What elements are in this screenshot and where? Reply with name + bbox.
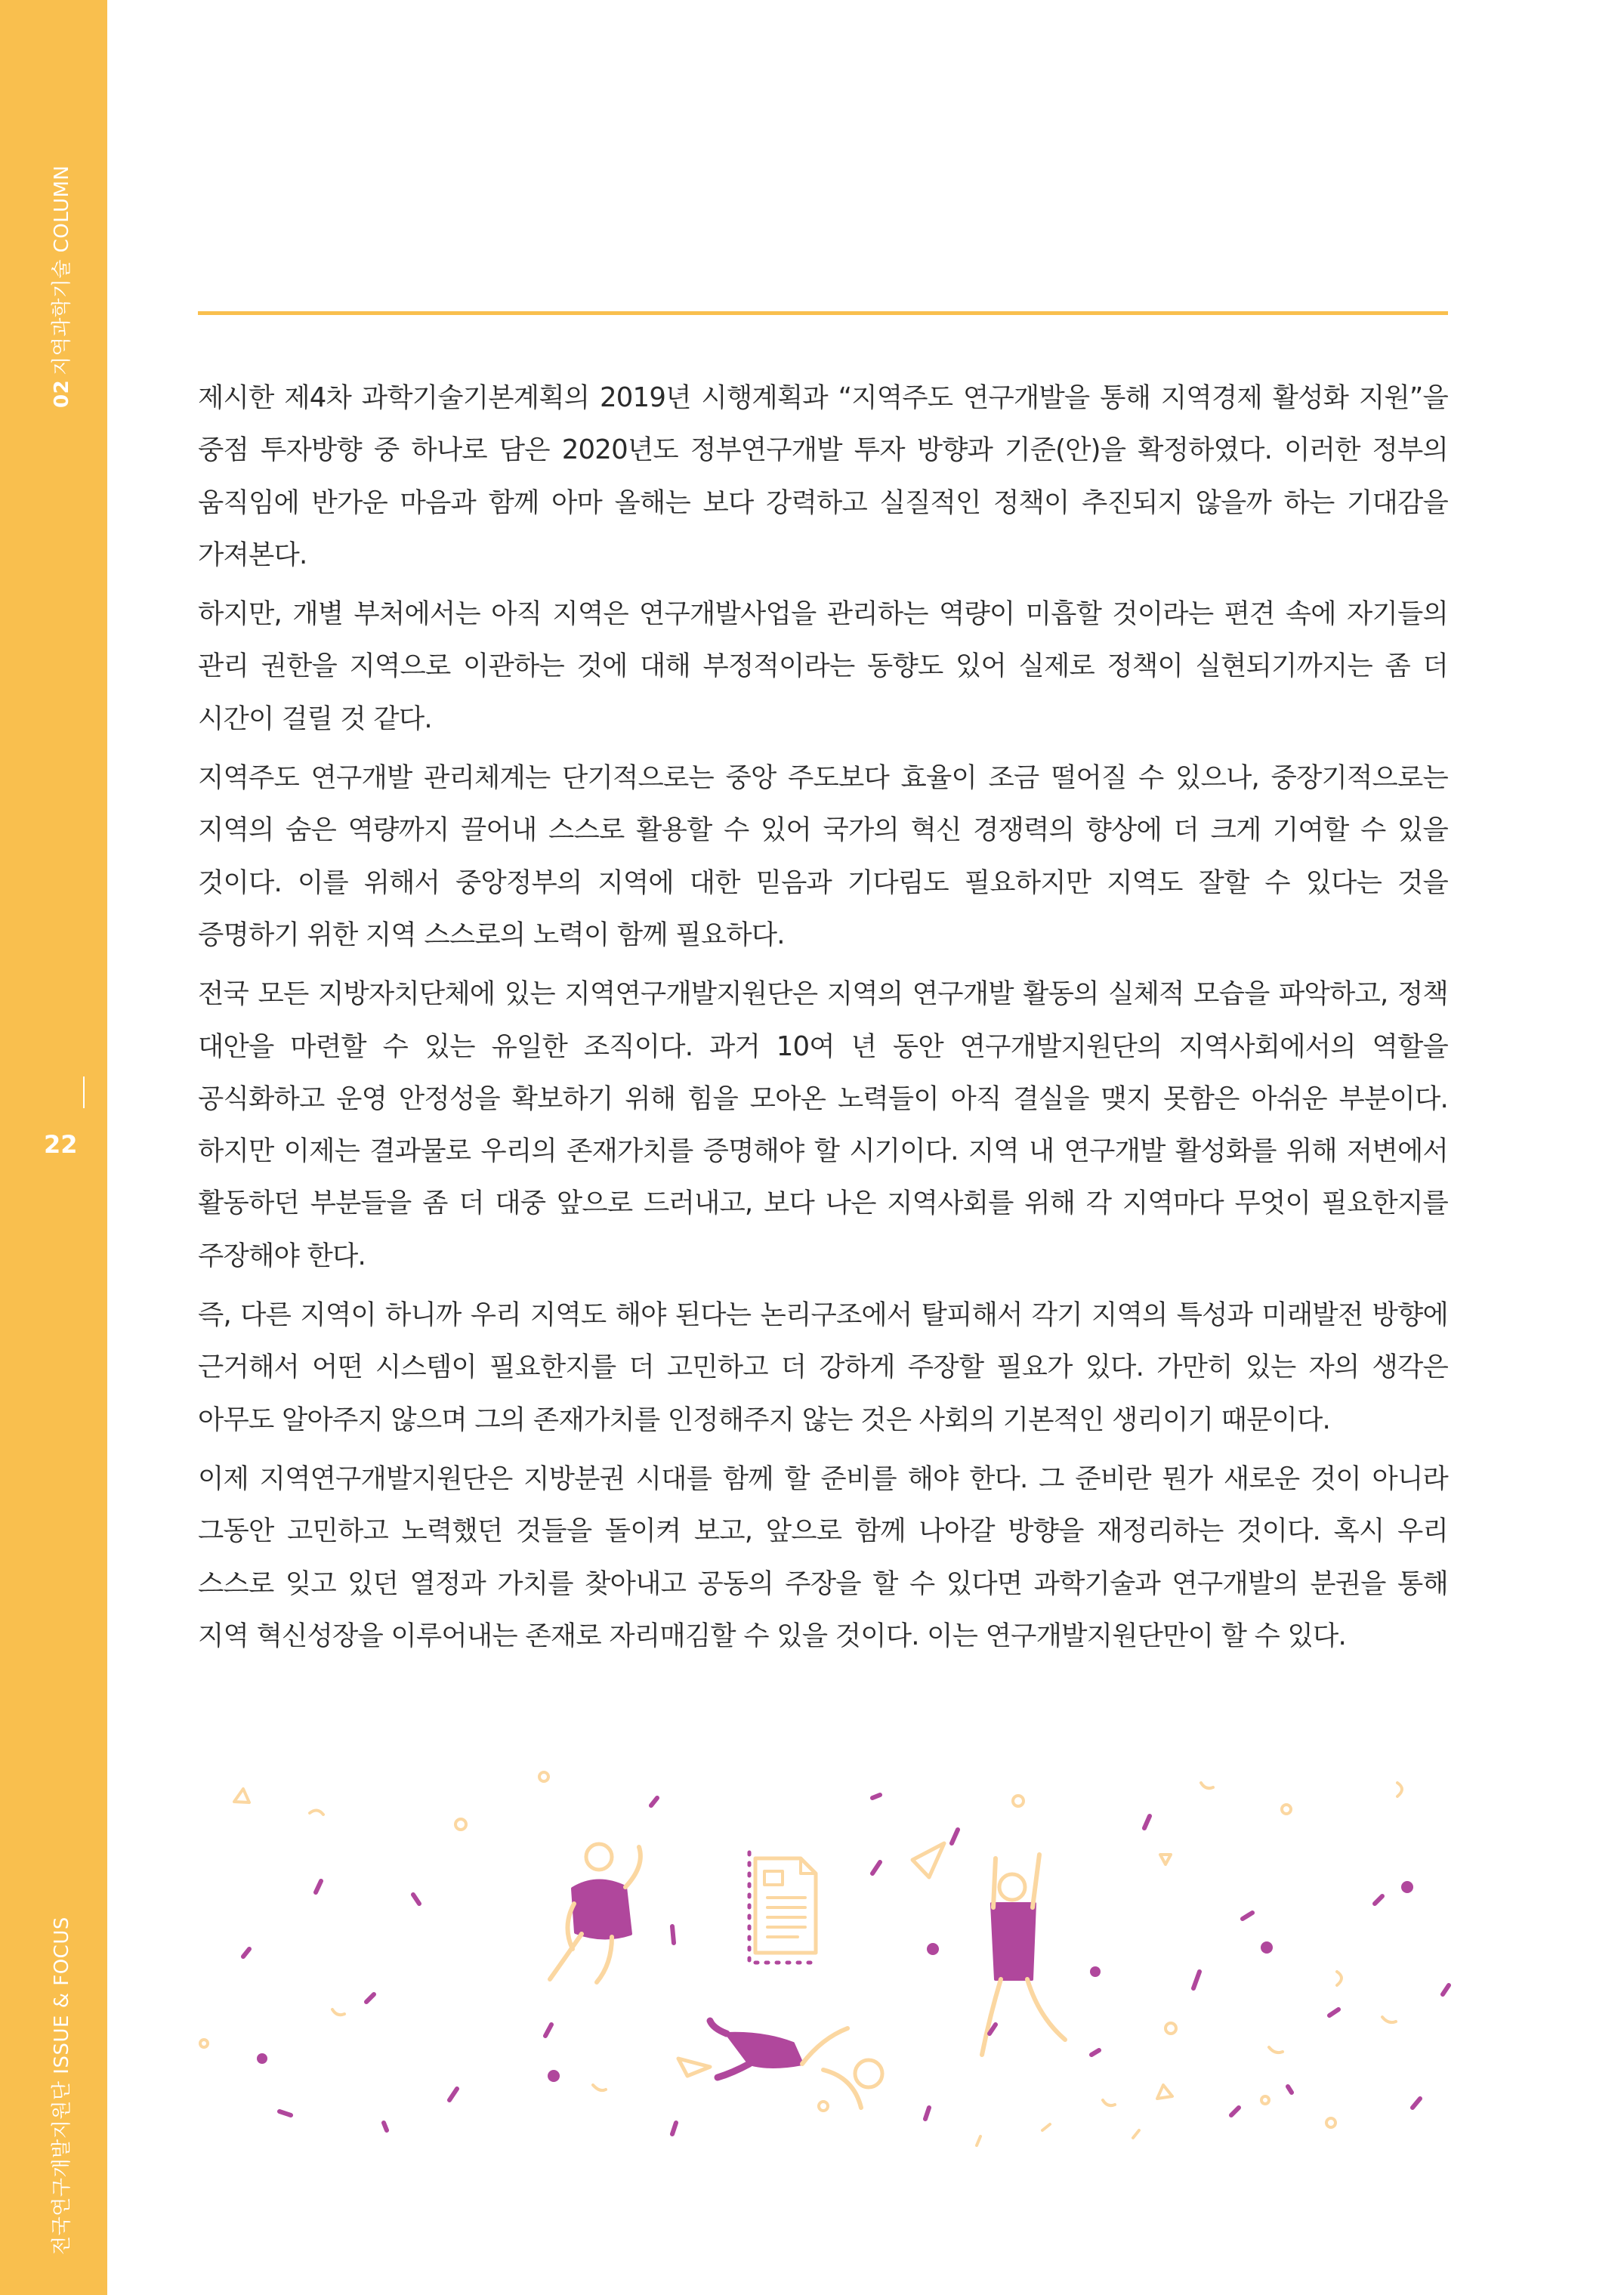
article-paragraph: 하지만, 개별 부처에서는 아직 지역은 연구개발사업을 관리하는 역량이 미흡할 것이라는 편견 속에 자기들의 관리 권한을 지역으로 이관하는 것에 대해 부정적이라는 동향도 있어 실제로 정책이 실현되기까지는 좀 더 시간이 걸릴 것 같다. [198,598,1448,734]
publication-title: 전국연구개발지원단 ISSUE & FOCUS [51,1917,73,2255]
article-paragraph: 전국 모든 지방자치단체에 있는 지역연구개발지원단은 지역의 연구개발 활동의 실체적 모습을 파악하고, 정책 대안을 마련할 수 있는 유일한 조직이다. 과거 10여 년 동안 연구개발지원단의 지역사회에서의 역할을 공식화하고 운영 안정성을 확보하기 위해 힘을 모아온 노력들이 아직 결실을 맺지 못함은 아쉬운 부분이다. 하지만 이제는 결과물로 우리의 존재가치를 증명해야 할 시기이다. 지역 내 연구개발 활성화를 위해 저변에서 활동하던 부분들을 좀 더 대중 앞으로 드러내고, 보다 나은 지역사회를 위해 각 지역마다 무엇이 필요한지를 주장해야 한다. [198,978,1448,1271]
article-paragraph: 즉, 다른 지역이 하니까 우리 지역도 해야 된다는 논리구조에서 탈피해서 각기 지역의 특성과 미래발전 방향에 근거해서 어떤 시스템이 필요한지를 더 고민하고 더 강하게 주장할 필요가 있다. 가만히 있는 자의 생각은 아무도 알아주지 않으며 그의 존재가치를 인정해주지 않는 것은 사회의 기본적인 생리이기 때문이다. [198,1299,1448,1435]
article-paragraph: 이제 지역연구개발지원단은 지방분권 시대를 함께 할 준비를 해야 한다. 그 준비란 뭔가 새로운 것이 아니라 그동안 고민하고 노력했던 것들을 돌이켜 보고, 앞으로 함께 나아갈 방향을 재정리하는 것이다. 혹시 우리 스스로 잊고 있던 열정과 가치를 찾아내고 공동의 주장을 할 수 있다면 과학기술과 연구개발의 분권을 통해 지역 혁신성장을 이루어내는 존재로 자리매김할 수 있을 것이다. 이는 연구개발지원단만이 할 수 있다. [198,1463,1448,1651]
article-body [198,372,1448,1669]
section-label [46,136,74,408]
article-paragraph: 제시한 제4차 과학기술기본계획의 2019년 시행계획과 “지역주도 연구개발을 통해 지역경제 활성화 지원”을 중점 투자방향 중 하나로 담은 2020년도 정부연구개발 투자 방향과 기준(안)을 확정하였다. 이러한 정부의 움직임에 반가운 마음과 함께 아마 올해는 보다 강력하고 실질적인 정책이 추진되지 않을까 하는 기대감을 가져본다. [198,382,1448,570]
document-icon [749,1852,816,1963]
page-number: 22 [44,1130,78,1159]
floating-people-document-confetti-icon [189,1753,1458,2176]
article-paragraph: 지역주도 연구개발 관리체계는 단기적으로는 중앙 주도보다 효율이 조금 떨어질 수 있으나, 중장기적으로는 지역의 숨은 역량까지 끌어내 스스로 활용할 수 있어 국가의 혁신 경쟁력의 향상에 더 크게 기여할 수 있을 것이다. 이를 위해서 중앙정부의 지역에 대한 믿음과 기다림도 필요하지만 지역도 잘할 수 있다는 것을 증명하기 위한 지역 스스로의 노력이 함께 필요하다. [198,762,1448,950]
header-rule [198,311,1448,315]
section-title: 지역과학기술 COLUMN [51,165,73,375]
person-floating-icon [710,2021,882,2108]
page-number-divider [83,1076,85,1108]
person-waving-icon [550,1844,641,1982]
section-number: 02 [51,379,73,408]
